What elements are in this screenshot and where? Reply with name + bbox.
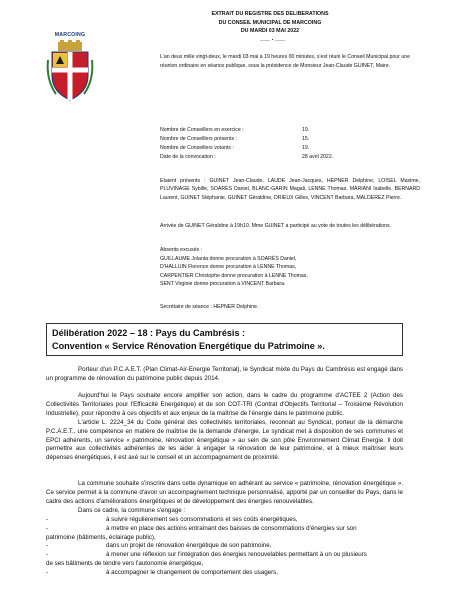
count-row: [160, 144, 420, 153]
excused-item: D'HALLUIN Florence donne procuration à LENNE Thomas,: [160, 264, 297, 270]
list-item: [46, 516, 403, 525]
count-value: 15.: [302, 135, 310, 142]
list-item: [46, 542, 403, 551]
bullet-text: dans un projet de rénovation énergétique de son patrimoine,: [106, 542, 272, 550]
count-label: Date de la convocation :: [160, 153, 216, 160]
bullet-text: de ses bâtiments de tendre vers l'autonomie énergétique,: [46, 559, 204, 567]
title-separator: ___ . ___: [260, 36, 286, 42]
session-secretary: Secrétaire de séance : HEPNER Delphine.: [160, 304, 259, 310]
title-line: DU MARDI 03 MAI 2022: [240, 28, 300, 35]
excused-item: GUILLAUME Jolanta donne procuration à SOARÈS Daniel,: [160, 255, 297, 262]
deliberation-title: Délibération 2022 – 18 : Pays du Cambrésis :: [52, 328, 246, 338]
bullet-dash: -: [46, 551, 49, 558]
title-line: EXTRAIT DU REGISTRE DES DELIBERATIONS: [211, 11, 329, 17]
excused-item: SENT Virginie donne procuration à VINCENT Barbara.: [160, 281, 286, 287]
count-label: Nombre de Conseillers en exercice :: [160, 127, 244, 133]
bullet-dash: -: [46, 542, 49, 550]
excused-members: [160, 246, 420, 289]
bullet-text: à mettre en place des actions entraînant des baisses de consommations d'énergies sur son: [106, 524, 357, 532]
bullet-text: patrimoine (bâtiments, éclairage public),: [46, 533, 156, 541]
count-row: [160, 126, 420, 135]
deliberation-title-box: [46, 323, 403, 356]
list-item: [46, 569, 403, 578]
bullet-text: à accompagner le changement de comportement des usagers,: [106, 568, 278, 576]
council-counts: [160, 126, 420, 162]
bullet-text: à suivre régulièrement ses consommations et ses coûts énergétiques,: [106, 516, 298, 523]
commitment-list: [46, 516, 403, 577]
bullet-dash: -: [46, 524, 49, 532]
title-line: DU CONSEIL MUNICIPAL DE MARCOING: [218, 19, 322, 26]
coat-of-arms-icon: [44, 40, 96, 102]
present-members: Etaient présents : GUINET Jean-Claude, LAUDE Jean-Jacques, HEPNER Delphine, LOISEL Maxime, PLUVINAGE Sybille, SOARÈS Daniel, BLANC-GARIN Magali, LENNE Thomas, MARIANI Isabelle, BERNARD Laurent, GUINET Stéphanie, GUINET Géraldine, DRIEUX Gilles, VINCENT Barbara, MALDEREZ Pierre.: [160, 178, 420, 201]
count-value: 19.: [302, 127, 310, 133]
excused-item: CARPENTIER Christophe donne procuration à LENNE Thomas,: [160, 272, 308, 279]
bullet-dash: -: [46, 516, 49, 523]
body-paragraph-b: L'article L. 2224_34 du Code général des collectivités territoriales, reconnait au Syndicat, porteur de la démarche P.C.A.E.T., une compétence en matière de maîtrise de la demande d'énergie. Le syndicat met à disposition de ses communes et EPCI adhérents, un service « patrimoine, rénovation énergétique » au sein de son pôle Environnement Climat Energie. Il doit permettre aux collectivités adhérentes de les aider à engager la rénovation de leur patrimoine, et à mieux maîtriser leurs dépenses énergétiques, il est axé sur le conseil et un accompagnement de proximité.: [46, 418, 403, 462]
count-value: 19.: [302, 144, 310, 151]
list-item: [46, 534, 403, 543]
excused-title: Absents excusés :: [160, 247, 203, 253]
bullet-dash: -: [46, 568, 49, 576]
intro-paragraph: L'an deux mille vingt-deux, le mardi 03 mai à 19 heures 00 minutes, s'est réuni le Conseil Municipal pour une réunion ordinaire en séance publique, sous la présidence de Monsieur Jean-Claude GUINET, Maire.: [160, 54, 410, 69]
body-paragraph-a: Aujourd'hui le Pays souhaite encore amplifier son action, dans le cadre du programme d'ACTEE 2 (Action des Collectivités Territoriales pour l'Efficacité Energétique) et de son COT-TRI (Contrat d'Objectifs Territorial – Troisième Révolution Industrielle), pour répondre à ces objectifs et aux enjeux de la maîtrise de l'énergie dans le patrimoine public.: [46, 392, 403, 417]
count-row: [160, 135, 420, 144]
town-logo: [44, 32, 96, 107]
count-row: [160, 153, 420, 162]
count-value: 28 avril 2022.: [302, 153, 334, 160]
body-paragraph: [46, 392, 403, 463]
register-title: [150, 10, 390, 36]
list-item: [46, 560, 403, 569]
logo-name: MARCOING: [54, 32, 86, 38]
body-paragraph: Porteur d'un P.C.A.E.T. (Plan Climat-Air-Energie Territorial), le Syndicat mixte du Pays du Cambrésis est engagé dans un programme de rénovation du patrimoine public depuis 2014.: [46, 366, 403, 382]
count-label: Nombre de Conseillers votants :: [160, 144, 234, 151]
count-label: Nombre de Conseillers présents :: [160, 135, 237, 142]
body-paragraph: Dans ce cadre, la commune s'engage :: [78, 507, 186, 514]
body-paragraph: La commune souhaite s'inscrire dans cette dynamique en adhérant au service « patrimoine, rénovation énergétique ». Ce service permet à la commune d'avoir un accompagnement technique personnalisé, apporté par un conseiller du Pays, dans le cadre des actions d'améliorations énergétiques et de développement des énergies renouvelables.: [46, 480, 403, 505]
deliberation-subtitle: Convention « Service Rénovation Energétique du Patrimoine ».: [52, 340, 325, 351]
bullet-text: à mener une réflexion sur l'intégration des énergies renouvelables permettant à un ou plusieurs: [106, 551, 367, 558]
list-item: [46, 551, 403, 560]
list-item: [46, 525, 403, 534]
arrival-note: Arrivée de GUINET Géraldine à 19h10. Mme GUINET a participé au vote de toutes les délibérations.: [160, 223, 392, 229]
